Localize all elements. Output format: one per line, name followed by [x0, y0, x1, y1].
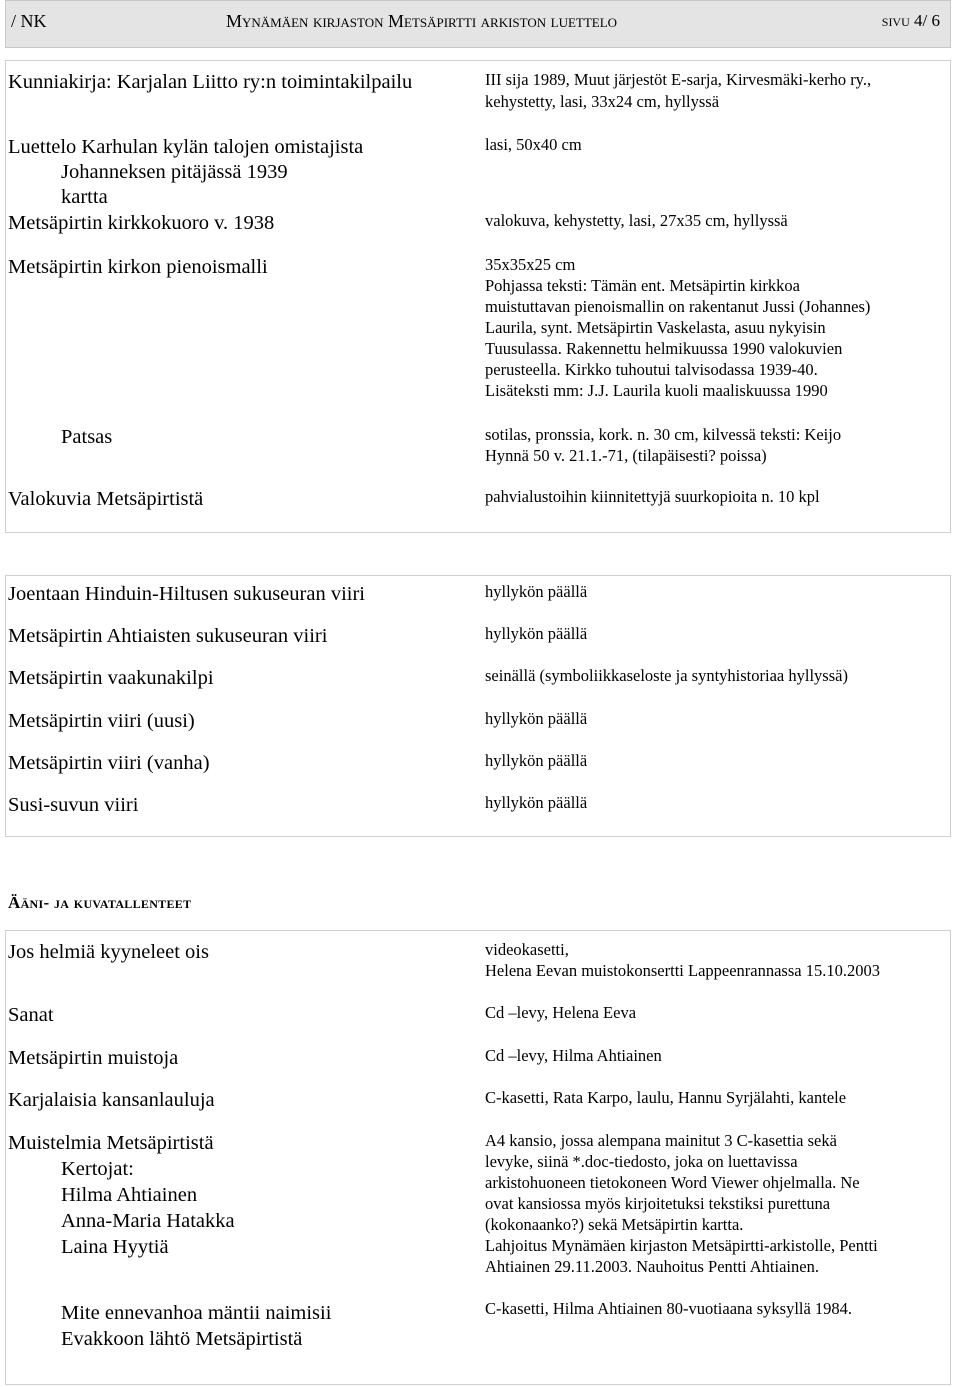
item-description: arkistohuoneen tietokoneen Word Viewer ohjelmalla. Ne — [485, 1173, 860, 1192]
item-title: Sanat — [8, 1004, 54, 1026]
item-title: Metsäpirtin viiri (uusi) — [8, 710, 195, 732]
item-description: C-kasetti, Hilma Ahtiainen 80-vuotiaana syksyllä 1984. — [485, 1299, 853, 1318]
item-description: (kokonaanko?) sekä Metsäpirtin kartta. — [485, 1215, 744, 1234]
item-description: ovat kansiossa myös kirjoitetuksi tekstiksi purettuna — [485, 1194, 831, 1213]
item-description: sotilas, pronssia, kork. n. 30 cm, kilvessä teksti: Keijo — [485, 425, 842, 444]
item-description: hyllykön päällä — [485, 793, 588, 812]
item-description: Lahjoitus Mynämäen kirjaston Metsäpirtti-arkistolle, Pentti — [485, 1236, 878, 1255]
item-description: Cd –levy, Hilma Ahtiainen — [485, 1046, 662, 1065]
item-description: A4 kansio, jossa alempana mainitut 3 C-kasettia sekä — [485, 1131, 837, 1150]
page-number: sivu 4/ 6 — [881, 11, 940, 30]
item-description: Laurila, synt. Metsäpirtin Vaskelasta, asuu nykyisin — [485, 318, 826, 337]
item-description: 35x35x25 cm — [485, 255, 576, 274]
item-title: Mite ennevanhoa mäntii naimisii — [61, 1302, 332, 1324]
item-description: C-kasetti, Rata Karpo, laulu, Hannu Syrjälahti, kantele — [485, 1088, 847, 1107]
item-title: Metsäpirtin Ahtiaisten sukuseuran viiri — [8, 625, 328, 647]
header-initials: / NK — [11, 11, 47, 31]
item-title: Valokuvia Metsäpirtistä — [8, 488, 204, 510]
item-description: valokuva, kehystetty, lasi, 27x35 cm, hyllyssä — [485, 211, 788, 230]
item-title: kartta — [61, 186, 108, 208]
item-description: hyllykön päällä — [485, 624, 588, 643]
item-title: Muistelmia Metsäpirtistä — [8, 1132, 214, 1154]
item-title: Metsäpirtin kirkkokuoro v. 1938 — [8, 212, 275, 234]
item-description: Helena Eevan muistokonsertti Lappeenrannassa 15.10.2003 — [485, 961, 880, 980]
item-title: Jos helmiä kyyneleet ois — [8, 941, 209, 963]
item-description: Cd –levy, Helena Eeva — [485, 1003, 637, 1022]
item-title: Evakkoon lähtö Metsäpirtistä — [61, 1328, 303, 1350]
item-title: Metsäpirtin vaakunakilpi — [8, 667, 214, 689]
item-description: Tuusulassa. Rakennettu helmikuussa 1990 valokuvien — [485, 339, 843, 358]
item-title: Karjalaisia kansanlauluja — [8, 1089, 215, 1111]
item-description: hyllykön päällä — [485, 582, 588, 601]
item-title: Kunniakirja: Karjalan Liitto ry:n toimintakilpailu — [8, 71, 413, 93]
item-description: Hynnä 50 v. 21.1.-71, (tilapäisesti? poissa) — [485, 446, 767, 465]
section-pennants — [5, 575, 951, 837]
item-description: Pohjassa teksti: Tämän ent. Metsäpirtin kirkkoa — [485, 276, 800, 295]
item-description: perusteella. Kirkko tuhoutui talvisodassa 1939-40. — [485, 360, 818, 379]
item-description: lasi, 50x40 cm — [485, 135, 582, 154]
item-title: Johanneksen pitäjässä 1939 — [61, 161, 288, 183]
item-title: Metsäpirtin muistoja — [8, 1047, 179, 1069]
item-description: Ahtiainen 29.11.2003. Nauhoitus Pentti Ahtiainen. — [485, 1257, 819, 1276]
header-title: Mynämäen kirjaston Metsäpirtti arkiston luettelo — [226, 11, 618, 31]
item-description: pahvialustoihin kiinnitettyjä suurkopioita n. 10 kpl — [485, 487, 820, 506]
item-description: Lisäteksti mm: J.J. Laurila kuoli maaliskuussa 1990 — [485, 381, 828, 400]
item-title: Laina Hyytiä — [61, 1236, 169, 1258]
item-title: Kertojat: — [61, 1158, 134, 1180]
section-heading-recordings: Ääni- ja kuvatallenteet — [8, 893, 192, 912]
item-description: seinällä (symboliikkaseloste ja syntyhistoriaa hyllyssä) — [485, 666, 848, 685]
item-description: muistuttavan pienoismallin on rakentanut Jussi (Johannes) — [485, 297, 871, 316]
item-title: Luettelo Karhulan kylän talojen omistajista — [8, 136, 364, 158]
item-description: videokasetti, — [485, 940, 569, 959]
item-title: Joentaan Hinduin-Hiltusen sukuseuran viiri — [8, 583, 365, 605]
item-description: levyke, siinä *.doc-tiedosto, joka on luettavissa — [485, 1152, 798, 1171]
item-description: III sija 1989, Muut järjestöt E-sarja, Kirvesmäki-kerho ry., — [485, 70, 872, 89]
item-title: Hilma Ahtiainen — [61, 1184, 198, 1206]
item-title: Anna-Maria Hatakka — [61, 1210, 235, 1232]
page-header — [5, 0, 951, 48]
item-title: Metsäpirtin kirkon pienoismalli — [8, 256, 268, 278]
item-title: Patsas — [61, 426, 113, 448]
item-description: kehystetty, lasi, 33x24 cm, hyllyssä — [485, 92, 720, 111]
item-title: Metsäpirtin viiri (vanha) — [8, 752, 210, 774]
item-description: hyllykön päällä — [485, 709, 588, 728]
item-description: hyllykön päällä — [485, 751, 588, 770]
item-title: Susi-suvun viiri — [8, 794, 139, 816]
